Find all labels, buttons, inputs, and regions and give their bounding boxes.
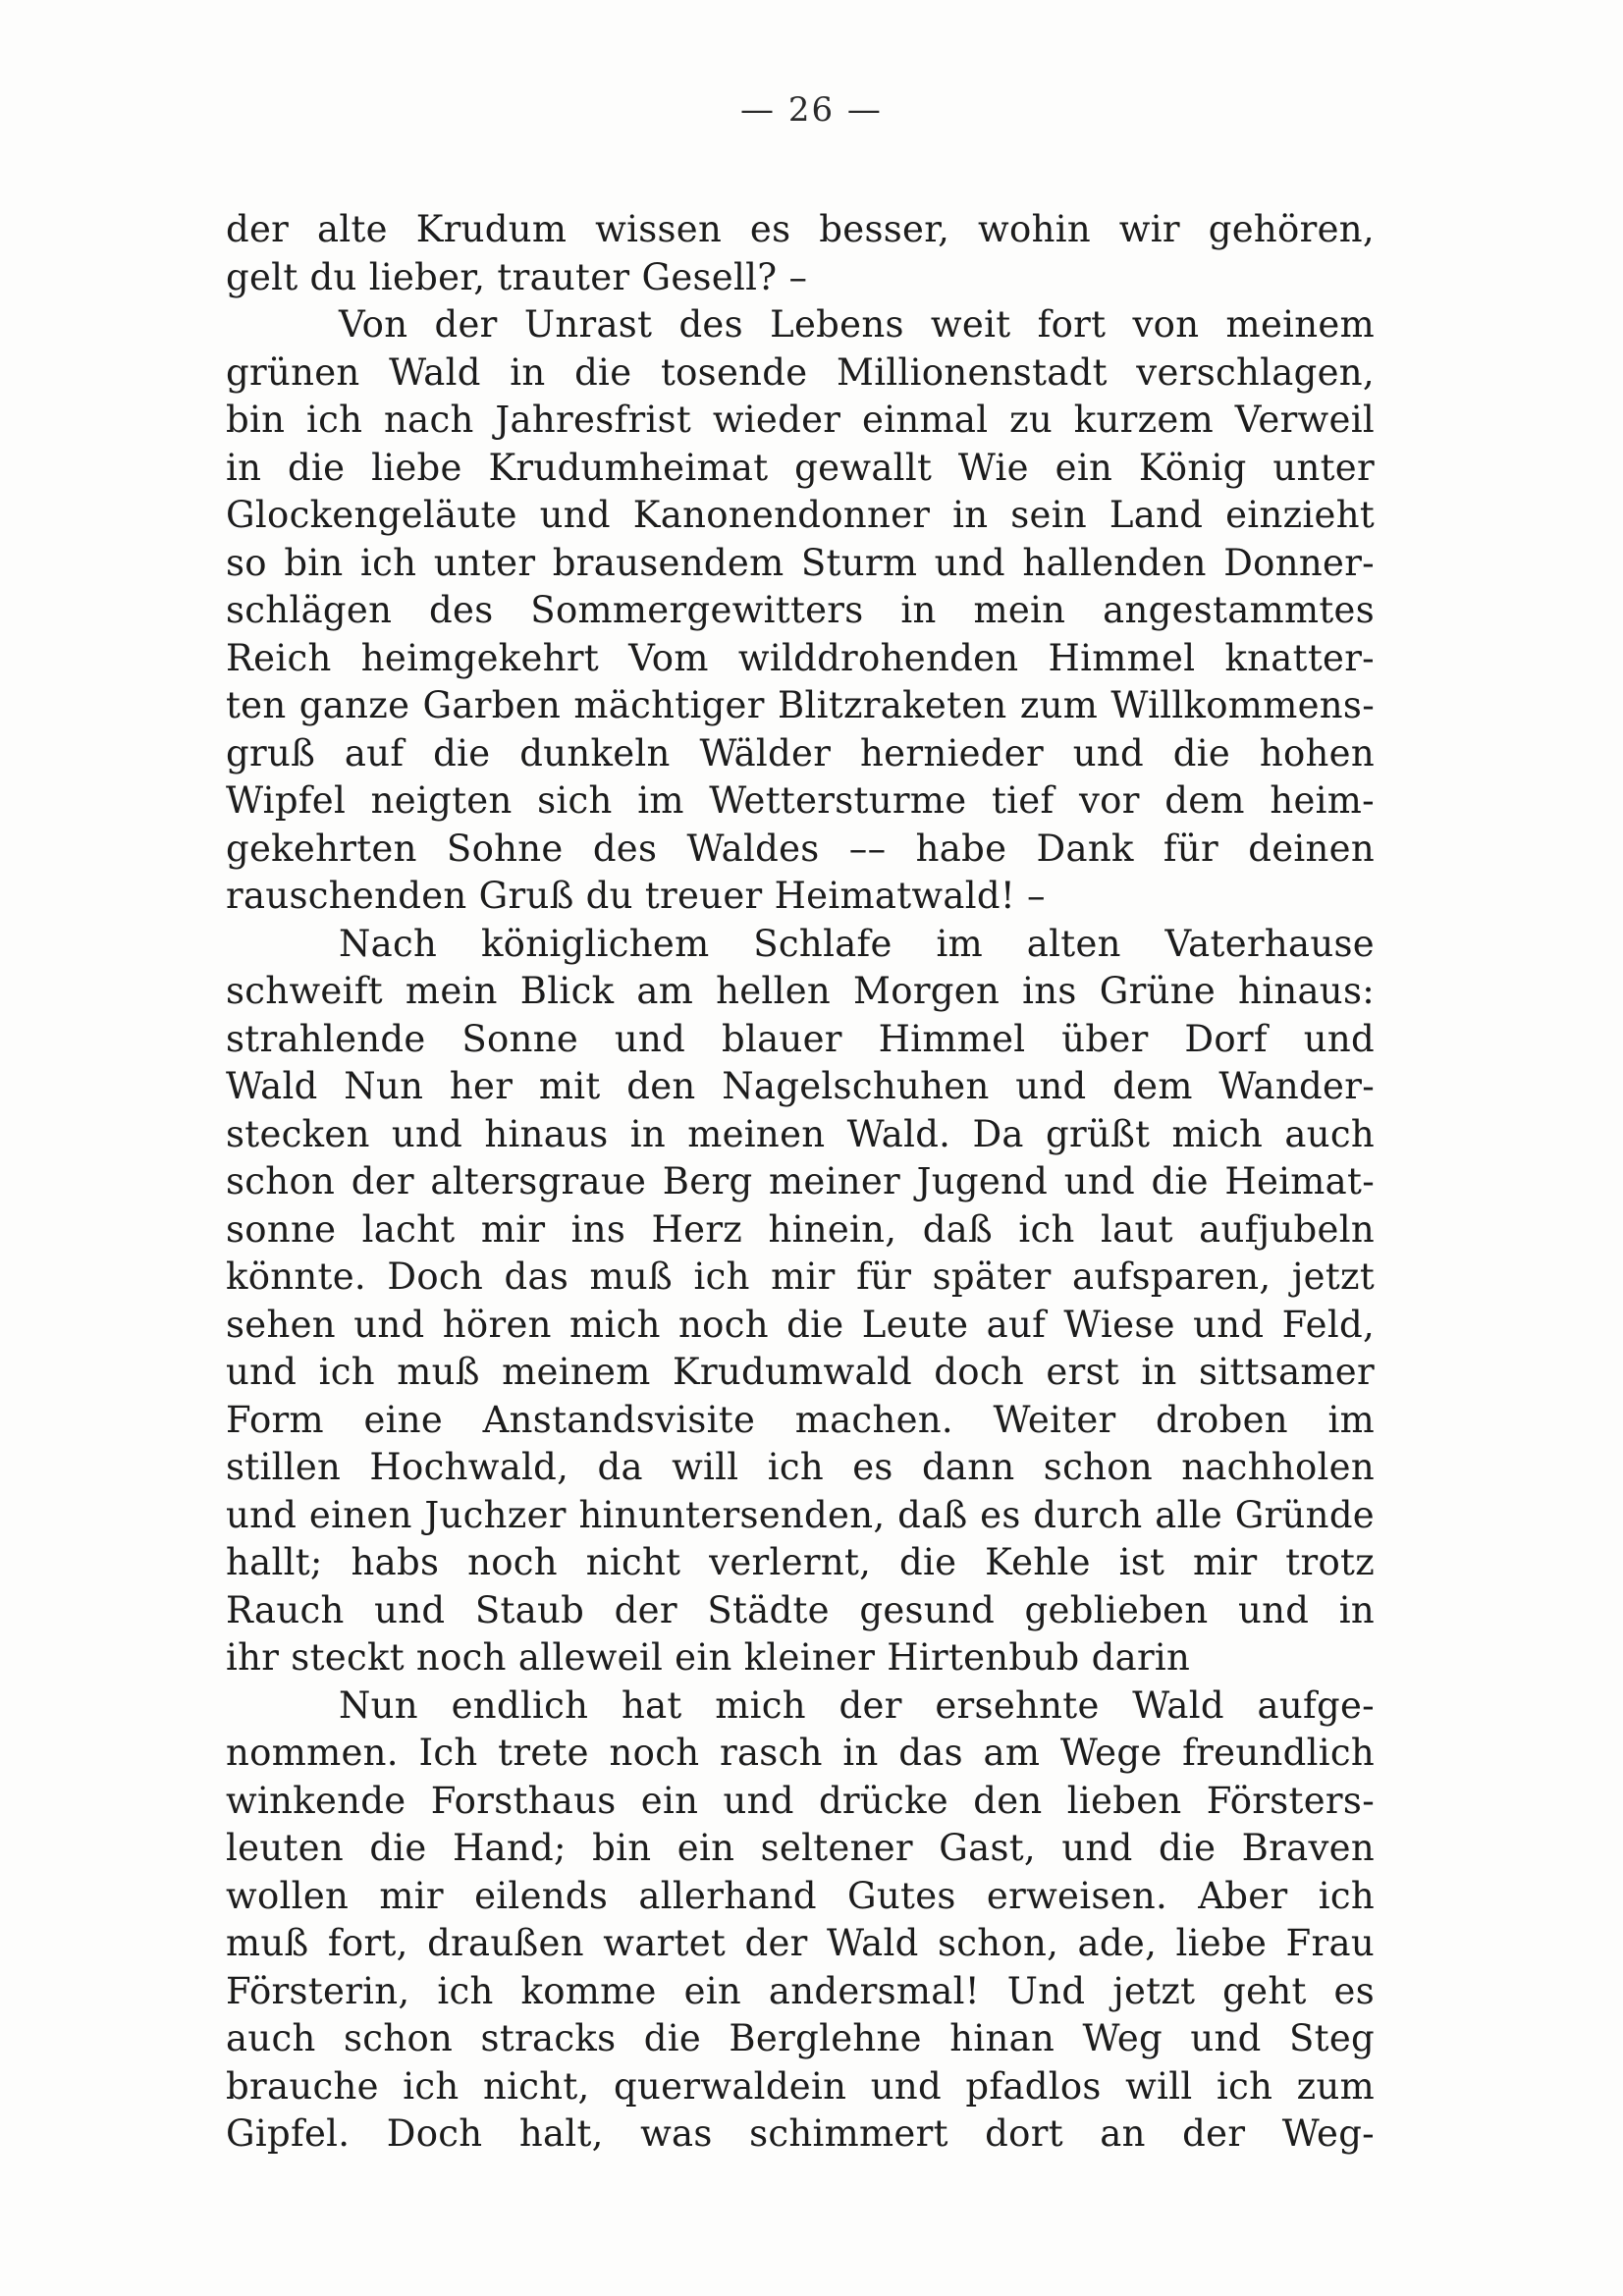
text-line: Glockengeläute und Kanonendonner in sein Land einzieht	[226, 494, 1375, 536]
text-line: winkende Forsthaus ein und drücke den lieben Försters-	[226, 1779, 1375, 1822]
text-line: nommen. Ich trete noch rasch in das am Wege freundlich	[226, 1732, 1375, 1774]
text-line: grünen Wald in die tosende Millionenstadt verschlagen,	[226, 350, 1375, 394]
text-line: strahlende Sonne und blauer Himmel über Dorf und	[226, 1017, 1375, 1060]
text-line: Nun endlich hat mich der ersehnte Wald aufge-	[339, 1683, 1375, 1727]
text-line: gekehrten Sohne des Waldes –– habe Dank für deinen	[226, 827, 1375, 870]
text-line: Gipfel. Doch halt, was schimmert dort an der Weg-	[226, 2112, 1375, 2155]
text-line: wollen mir eilends allerhand Gutes erweisen. Aber ich	[226, 1874, 1375, 1917]
text-line: Försterin, ich komme ein andersmal! Und jetzt geht es	[226, 1969, 1375, 2012]
text-line: gruß auf die dunkeln Wälder hernieder und die hohen	[226, 731, 1375, 774]
text-line: bin ich nach Jahresfrist wieder einmal zu kurzem Verweil	[226, 399, 1375, 441]
text-line: und einen Juchzer hinuntersenden, daß es durch alle Gründe	[226, 1493, 1375, 1536]
text-line: und ich muß meinem Krudumwald doch erst in sittsamer	[226, 1351, 1375, 1393]
text-line: muß fort, draußen wartet der Wald schon, ade, liebe Frau	[226, 1922, 1375, 1964]
text-line: sonne lacht mir ins Herz hinein, daß ich laut aufjubeln	[226, 1207, 1375, 1251]
text-line: stecken und hinaus in meinen Wald. Da grüßt mich auch	[226, 1112, 1375, 1155]
text-line: leuten die Hand; bin ein seltener Gast, und die Braven	[226, 1827, 1375, 1869]
body-text	[226, 206, 1375, 2159]
text-line: Wald Nun her mit den Nagelschuhen und dem Wander-	[226, 1065, 1375, 1107]
text-line: stillen Hochwald, da will ich es dann schon nachholen	[226, 1446, 1375, 1488]
text-line: Rauch und Staub der Städte gesund geblieben und in	[226, 1588, 1375, 1631]
text-line: Form eine Anstandsvisite machen. Weiter droben im	[226, 1398, 1375, 1441]
text-line: brauche ich nicht, querwaldein und pfadlos will ich zum	[226, 2064, 1375, 2108]
text-line: sehen und hören mich noch die Leute auf Wiese und Feld,	[226, 1303, 1375, 1346]
text-line: Von der Unrast des Lebens weit fort von meinem	[339, 303, 1375, 346]
text-line: schlägen des Sommergewitters in mein angestammtes	[226, 589, 1375, 631]
text-line: ihr steckt noch alleweil ein kleiner Hirtenbub darin	[226, 1636, 1191, 1679]
text-line: auch schon stracks die Berglehne hinan Weg und Steg	[226, 2017, 1375, 2059]
text-line: rauschenden Gruß du treuer Heimatwald! –	[226, 875, 1046, 917]
text-line: schweift mein Blick am hellen Morgen ins Grüne hinaus:	[226, 970, 1375, 1012]
text-line: Nach königlichem Schlafe im alten Vaterhause	[339, 922, 1375, 965]
text-line: schon der altersgraue Berg meiner Jugend und die Heimat-	[226, 1160, 1375, 1202]
text-line: ten ganze Garben mächtiger Blitzraketen zum Willkommens-	[226, 684, 1375, 726]
text-line: könnte. Doch das muß ich mir für später aufsparen, jetzt	[226, 1255, 1375, 1298]
page-number: — 26 —	[740, 90, 883, 130]
text-line: gelt du lieber, trauter Gesell? –	[226, 255, 808, 298]
text-line: Wipfel neigten sich im Wettersturme tief vor dem heim-	[226, 779, 1375, 822]
text-line: hallt; habs noch nicht verlernt, die Kehle ist mir trotz	[226, 1541, 1375, 1583]
text-line: Reich heimgekehrt Vom wilddrohenden Himmel knatter-	[226, 636, 1375, 679]
text-line: der alte Krudum wissen es besser, wohin wir gehören,	[226, 208, 1375, 250]
text-line: so bin ich unter brausendem Sturm und hallenden Donner-	[226, 541, 1375, 584]
text-line: in die liebe Krudumheimat gewallt Wie ein König unter	[226, 446, 1375, 489]
